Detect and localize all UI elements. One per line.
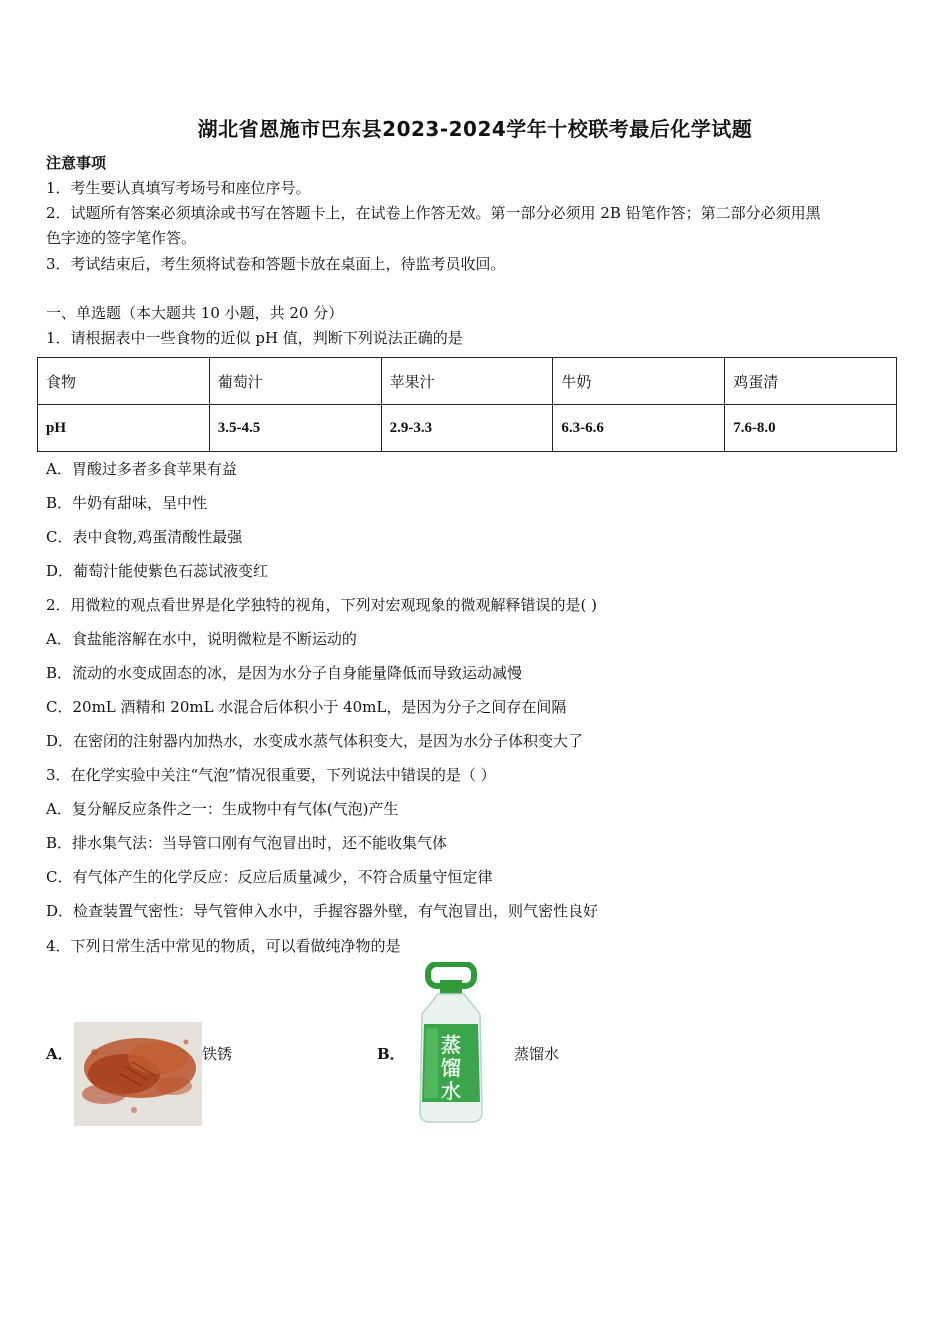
q2-option-d: D．在密闭的注射器内加热水，水变成水蒸气体积变大，是因为水分子体积变大了 bbox=[46, 732, 584, 750]
table-cell: 葡萄汁 bbox=[209, 358, 381, 405]
bottle-label-char-1: 蒸 bbox=[441, 1033, 461, 1057]
q3-option-c: C．有气体产生的化学反应：反应后质量减少，不符合质量守恒定律 bbox=[46, 868, 493, 886]
q1-option-b: B．牛奶有甜味，呈中性 bbox=[46, 494, 208, 512]
q1-option-c: C．表中食物,鸡蛋清酸性最强 bbox=[46, 528, 243, 546]
q3-option-a: A．复分解反应条件之一：生成物中有气体(气泡)产生 bbox=[46, 800, 399, 818]
ph-table bbox=[37, 357, 897, 452]
bottle-label-char-2: 馏 bbox=[441, 1056, 461, 1080]
q4-option-a-text: 铁锈 bbox=[202, 1045, 233, 1063]
table-cell: 苹果汁 bbox=[381, 358, 553, 405]
table-cell: 食物 bbox=[38, 358, 210, 405]
ph-table-value-row bbox=[38, 405, 897, 452]
q3-option-b: B．排水集气法：当导管口刚有气泡冒出时，还不能收集气体 bbox=[46, 834, 448, 852]
q2-stem: 2．用微粒的观点看世界是化学独特的视角，下列对宏观现象的微观解释错误的是( ) bbox=[46, 596, 598, 614]
table-cell: 鸡蛋清 bbox=[725, 358, 897, 405]
table-cell: 7.6-8.0 bbox=[725, 405, 897, 452]
q4-stem: 4．下列日常生活中常见的物质，可以看做纯净物的是 bbox=[46, 937, 401, 955]
table-cell: 牛奶 bbox=[553, 358, 725, 405]
q4-option-b-text: 蒸馏水 bbox=[514, 1045, 560, 1063]
q2-option-a: A．食盐能溶解在水中，说明微粒是不断运动的 bbox=[46, 630, 357, 648]
table-cell: 2.9-3.3 bbox=[381, 405, 553, 452]
bottle-label-char-3: 水 bbox=[441, 1079, 461, 1103]
rust-image bbox=[74, 1022, 202, 1126]
notice-item-2-line-1: 2．试题所有答案必须填涂或书写在答题卡上，在试卷上作答无效。第一部分必须用 2B 铅笔作答；第二部分必须用黑 bbox=[46, 204, 821, 222]
q4-option-a-label: A． bbox=[46, 1045, 73, 1063]
notice-item-2-line-2: 色字迹的签字笔作答。 bbox=[46, 229, 197, 247]
water-bottle-image bbox=[408, 962, 494, 1126]
q1-stem: 1．请根据表中一些食物的近似 pH 值，判断下列说法正确的是 bbox=[46, 329, 463, 347]
q1-option-a: A．胃酸过多者多食苹果有益 bbox=[46, 460, 237, 478]
table-cell: 6.3-6.6 bbox=[553, 405, 725, 452]
water-bottle-illustration bbox=[408, 962, 494, 1126]
q4-option-b-label: B． bbox=[377, 1045, 405, 1063]
ph-table-header-row bbox=[38, 358, 897, 405]
q2-option-b: B．流动的水变成固态的冰，是因为水分子自身能量降低而导致运动减慢 bbox=[46, 664, 523, 682]
notice-heading: 注意事项 bbox=[46, 154, 107, 172]
q3-stem: 3．在化学实验中关注“气泡”情况很重要，下列说法中错误的是（ ） bbox=[46, 766, 496, 784]
table-cell: pH bbox=[38, 405, 210, 452]
q2-option-c: C．20mL 酒精和 20mL 水混合后体积小于 40mL，是因为分子之间存在间隔 bbox=[46, 698, 567, 716]
page-title: 湖北省恩施市巴东县2023-2024学年十校联考最后化学试题 bbox=[197, 117, 753, 141]
section-heading: 一、单选题（本大题共 10 小题，共 20 分） bbox=[46, 304, 344, 322]
table-cell: 3.5-4.5 bbox=[209, 405, 381, 452]
notice-item-1: 1．考生要认真填写考场号和座位序号。 bbox=[46, 179, 311, 197]
q3-option-d: D．检查装置气密性：导气管伸入水中，手握容器外壁，有气泡冒出，则气密性良好 bbox=[46, 902, 599, 920]
rust-illustration bbox=[74, 1022, 202, 1126]
q1-option-d: D．葡萄汁能使紫色石蕊试液变红 bbox=[46, 562, 269, 580]
notice-item-3: 3．考试结束后，考生须将试卷和答题卡放在桌面上，待监考员收回。 bbox=[46, 255, 506, 273]
